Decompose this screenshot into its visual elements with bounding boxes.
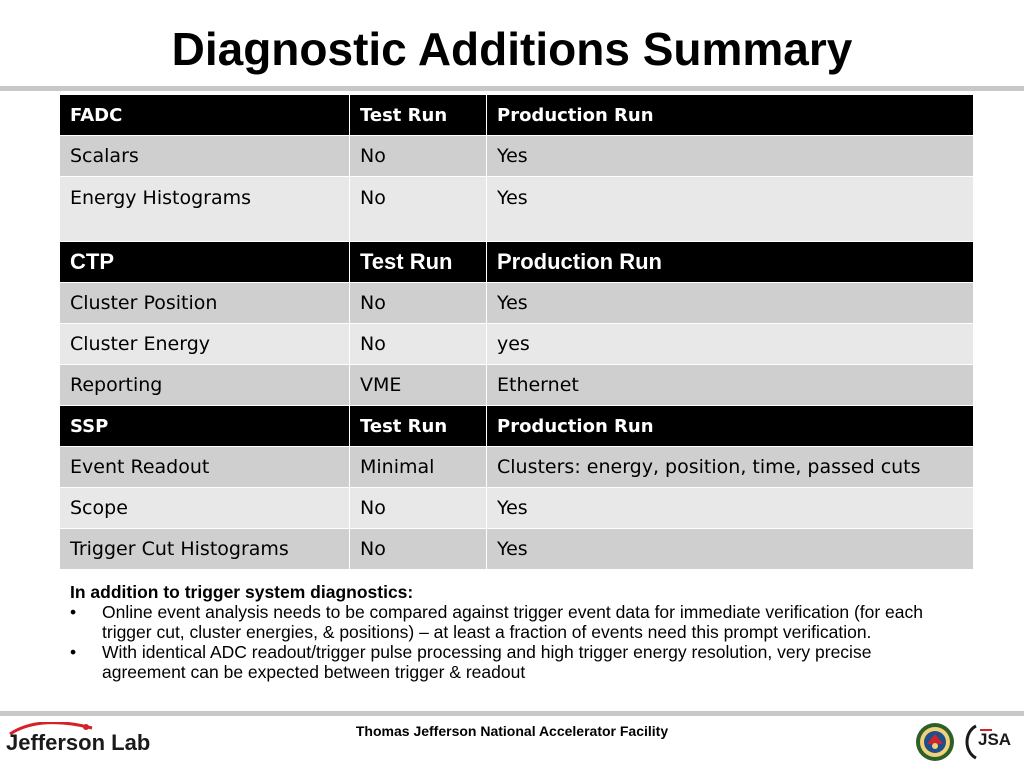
table-row (60, 177, 974, 242)
section-header-ssp (60, 406, 974, 447)
bullet-text: Online event analysis needs to be compared against trigger event data for immediate verification (for each trigger cut, cluster energies, & positions) – at least a fraction of events need this prompt verification. (102, 602, 924, 642)
table-cell: Event Readout (60, 447, 350, 488)
header-cell-production-run: Production Run (487, 242, 974, 283)
table-cell: Yes (487, 529, 974, 570)
table-cell: VME (350, 365, 487, 406)
table-cell: No (350, 529, 487, 570)
table-cell: No (350, 136, 487, 177)
table-cell: Cluster Position (60, 283, 350, 324)
header-cell-component: CTP (60, 242, 350, 283)
table-cell: Scope (60, 488, 350, 529)
doe-seal-icon (915, 722, 955, 762)
footer-org-name: Thomas Jefferson National Accelerator Facility (355, 723, 669, 739)
table-cell: Scalars (60, 136, 350, 177)
table-cell: Cluster Energy (60, 324, 350, 365)
table-cell: Yes (487, 136, 974, 177)
table-row (60, 365, 974, 406)
header-cell-production-run: Production Run (487, 95, 974, 136)
diagnostics-table-container (59, 94, 973, 570)
table-cell: Ethernet (487, 365, 974, 406)
table-row (60, 283, 974, 324)
table-row (60, 529, 974, 570)
bullet-item (70, 602, 950, 642)
bullet-item (70, 642, 950, 682)
bullet-dot: • (70, 602, 77, 622)
table-cell: No (350, 283, 487, 324)
table-row (60, 488, 974, 529)
header-cell-component: SSP (60, 406, 350, 447)
table-cell: Energy Histograms (60, 177, 350, 242)
table-cell: Yes (487, 177, 974, 242)
table-cell: Reporting (60, 365, 350, 406)
bullet-dot: • (70, 642, 77, 662)
footer-divider (0, 711, 1024, 716)
jsa-logo (962, 722, 1020, 762)
jsa-logo-text: JSA (978, 730, 1012, 749)
jefferson-lab-text: Jefferson Lab (6, 730, 151, 755)
table-cell: Minimal (350, 447, 487, 488)
header-cell-test-run: Test Run (350, 242, 487, 283)
section-header-ctp (60, 242, 974, 283)
header-cell-test-run: Test Run (350, 95, 487, 136)
table-row (60, 324, 974, 365)
header-cell-component: FADC (60, 95, 350, 136)
header-cell-test-run: Test Run (350, 406, 487, 447)
table-cell: Yes (487, 283, 974, 324)
notes-heading: In addition to trigger system diagnostics: (70, 582, 414, 602)
table-cell: Clusters: energy, position, time, passed cuts (487, 447, 974, 488)
notes-block (70, 582, 950, 682)
table-cell: Trigger Cut Histograms (60, 529, 350, 570)
table-cell: yes (487, 324, 974, 365)
table-cell: Yes (487, 488, 974, 529)
table-cell: No (350, 177, 487, 242)
header-cell-production-run: Production Run (487, 406, 974, 447)
table-cell: No (350, 488, 487, 529)
page-title: Diagnostic Additions Summary (171, 23, 853, 75)
title-divider (0, 86, 1024, 91)
bullet-text: With identical ADC readout/trigger pulse processing and high trigger energy resolution, very precise agreement can be expected between trigger & readout (102, 642, 872, 682)
table-row (60, 447, 974, 488)
table-row (60, 136, 974, 177)
diagnostics-table (59, 94, 974, 570)
section-header-fadc (60, 95, 974, 136)
table-cell: No (350, 324, 487, 365)
